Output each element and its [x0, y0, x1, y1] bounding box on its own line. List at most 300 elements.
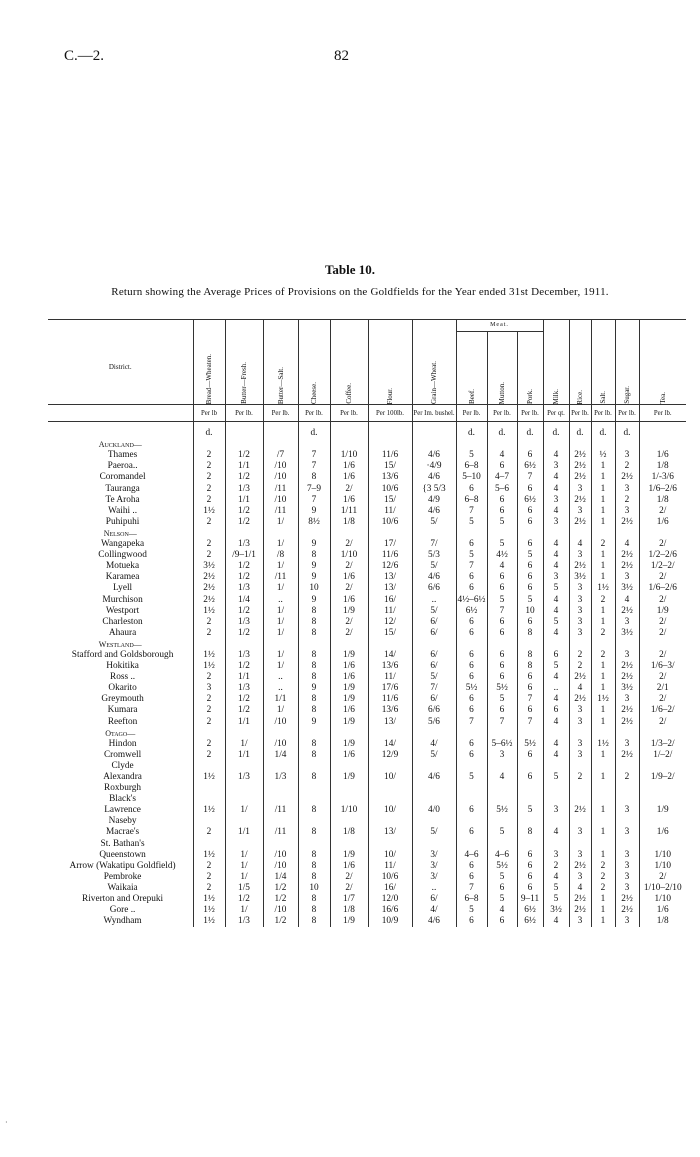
- price-cell: [517, 839, 543, 850]
- price-cell: 4: [569, 539, 591, 550]
- price-cell: [615, 761, 639, 772]
- price-cell: 1/6: [639, 905, 686, 916]
- price-cell: 6: [517, 617, 543, 628]
- price-cell: 2/: [639, 539, 686, 550]
- price-cell: /10: [263, 850, 298, 861]
- price-cell: [193, 794, 225, 805]
- price-cell: 3: [569, 617, 591, 628]
- price-cell: 5/: [412, 606, 456, 617]
- column-header: Butter—Fresh.: [225, 332, 263, 405]
- price-cell: 6: [487, 705, 517, 716]
- price-cell: [569, 816, 591, 827]
- price-cell: 3: [569, 628, 591, 639]
- price-cell: 2: [193, 461, 225, 472]
- price-cell: 7: [517, 694, 543, 705]
- price-cell: 5: [456, 450, 487, 461]
- price-cell: 16/: [368, 595, 412, 606]
- price-cell: 8: [298, 705, 330, 716]
- table-row: [48, 461, 686, 472]
- price-cell: 4: [543, 717, 569, 728]
- table-row: [48, 517, 686, 528]
- price-cell: 10: [517, 606, 543, 617]
- price-cell: [517, 794, 543, 805]
- price-cell: 1: [591, 495, 615, 506]
- price-cell: 4: [543, 472, 569, 483]
- price-cell: 1/6: [639, 827, 686, 838]
- price-cell: 1/10: [330, 450, 368, 461]
- price-cell: /11: [263, 827, 298, 838]
- price-cell: 2½: [569, 472, 591, 483]
- price-cell: 4/6: [412, 772, 456, 783]
- price-cell: 1/6: [330, 705, 368, 716]
- table-row: [48, 827, 686, 838]
- table-row: [48, 472, 686, 483]
- price-cell: 6: [456, 650, 487, 661]
- price-cell: 6: [456, 827, 487, 838]
- price-cell: 2/: [330, 872, 368, 883]
- price-cell: 2/: [639, 872, 686, 883]
- price-cell: [412, 794, 456, 805]
- price-cell: [543, 816, 569, 827]
- price-cell: /7: [263, 450, 298, 461]
- price-cell: 2½: [569, 894, 591, 905]
- price-cell: /10: [263, 461, 298, 472]
- price-cell: 3: [615, 916, 639, 927]
- district-name: Murchison: [97, 594, 143, 605]
- price-cell: 3: [615, 506, 639, 517]
- price-cell: [615, 839, 639, 850]
- price-cell: 17/6: [368, 683, 412, 694]
- price-cell: 4: [543, 450, 569, 461]
- price-cell: 7: [298, 495, 330, 506]
- price-cell: 6: [517, 517, 543, 528]
- price-cell: 3: [615, 883, 639, 894]
- price-cell: 8: [517, 827, 543, 838]
- table-row: [48, 617, 686, 628]
- price-cell: /8: [263, 550, 298, 561]
- price-cell: [569, 761, 591, 772]
- price-cell: 8: [517, 661, 543, 672]
- pence-marker: [330, 428, 368, 439]
- price-cell: 4/0: [412, 805, 456, 816]
- price-cell: 15/: [368, 495, 412, 506]
- table-row: [48, 628, 686, 639]
- price-cell: 1: [591, 561, 615, 572]
- meat-group-header: Meat.: [456, 320, 543, 332]
- table-row: [48, 717, 686, 728]
- price-cell: 1: [591, 550, 615, 561]
- price-cell: 12/6: [368, 561, 412, 572]
- price-cell: 9: [298, 717, 330, 728]
- price-cell: 2½: [569, 450, 591, 461]
- price-cell: 5: [487, 517, 517, 528]
- table-row: [48, 450, 686, 461]
- price-cell: 2: [569, 772, 591, 783]
- price-cell: 6–8: [456, 495, 487, 506]
- price-cell: [298, 783, 330, 794]
- price-cell: 16/6: [368, 905, 412, 916]
- price-cell: 13/6: [368, 472, 412, 483]
- column-header: Salt.: [591, 332, 615, 405]
- price-cell: 3½: [615, 583, 639, 594]
- region-row: [48, 639, 686, 650]
- price-cell: 1/1: [225, 827, 263, 838]
- price-cell: 4: [487, 772, 517, 783]
- price-cell: 1/11: [330, 506, 368, 517]
- price-cell: 2/: [330, 628, 368, 639]
- price-cell: ..: [263, 672, 298, 683]
- price-cell: 4/6: [412, 506, 456, 517]
- district-name: Arrow (Wakatipu Goldfield): [64, 860, 176, 871]
- table-row: [48, 650, 686, 661]
- table-row: [48, 872, 686, 883]
- price-cell: 1/3: [225, 617, 263, 628]
- price-cell: 6: [487, 883, 517, 894]
- price-cell: 1/: [263, 661, 298, 672]
- price-cell: 6: [517, 850, 543, 861]
- price-cell: [487, 761, 517, 772]
- price-cell: 1/1: [225, 717, 263, 728]
- unit-label: Per 100lb.: [368, 405, 412, 422]
- price-cell: 1/2: [263, 916, 298, 927]
- district-name: Roxburgh: [99, 783, 142, 794]
- unit-label: Per lb.: [298, 405, 330, 422]
- table-row: [48, 672, 686, 683]
- price-cell: 1/6–2/: [639, 705, 686, 716]
- price-cell: 3: [543, 805, 569, 816]
- price-cell: 3: [569, 717, 591, 728]
- price-cell: [368, 816, 412, 827]
- price-cell: 1½: [193, 772, 225, 783]
- price-cell: 4–6: [456, 850, 487, 861]
- pence-marker: [263, 428, 298, 439]
- price-cell: 6: [517, 750, 543, 761]
- price-cell: 1/4: [225, 595, 263, 606]
- price-cell: 8: [298, 650, 330, 661]
- price-cell: [517, 761, 543, 772]
- price-cell: {3 5/3: [412, 484, 456, 495]
- price-cell: 6/: [412, 617, 456, 628]
- price-cell: 2: [591, 595, 615, 606]
- price-cell: /10: [263, 905, 298, 916]
- price-cell: 1/6–2/6: [639, 484, 686, 495]
- price-cell: 8: [298, 916, 330, 927]
- price-cell: 7: [487, 717, 517, 728]
- price-cell: 1/9: [330, 717, 368, 728]
- price-cell: 2/: [639, 694, 686, 705]
- price-cell: 1/9: [330, 772, 368, 783]
- price-cell: [330, 761, 368, 772]
- price-cell: 2: [193, 750, 225, 761]
- price-cell: ..: [412, 595, 456, 606]
- price-cell: 2: [569, 661, 591, 672]
- price-cell: [456, 783, 487, 794]
- price-cell: 6: [487, 495, 517, 506]
- price-cell: 12/0: [368, 894, 412, 905]
- price-cell: [639, 816, 686, 827]
- price-cell: 1/3: [225, 650, 263, 661]
- price-cell: 5–6½: [487, 739, 517, 750]
- price-cell: 3: [543, 850, 569, 861]
- pence-marker: d.: [517, 428, 543, 439]
- price-cell: /10: [263, 717, 298, 728]
- price-cell: 6/: [412, 650, 456, 661]
- price-cell: 1½: [193, 850, 225, 861]
- price-cell: 3½: [543, 905, 569, 916]
- price-cell: 1/9: [330, 650, 368, 661]
- price-cell: [615, 783, 639, 794]
- price-cell: 2: [193, 827, 225, 838]
- price-cell: 5: [456, 772, 487, 783]
- price-cell: 2: [193, 861, 225, 872]
- price-cell: 2½: [615, 672, 639, 683]
- price-cell: 1/9: [330, 694, 368, 705]
- price-cell: 3: [615, 694, 639, 705]
- price-cell: [412, 839, 456, 850]
- price-cell: 2½: [615, 472, 639, 483]
- price-cell: 1/8: [639, 495, 686, 506]
- table-row: [48, 761, 686, 772]
- price-cell: 13/: [368, 583, 412, 594]
- price-cell: 3: [569, 583, 591, 594]
- table-row: [48, 750, 686, 761]
- price-cell: 2: [591, 539, 615, 550]
- price-cell: 1/9–2/: [639, 772, 686, 783]
- price-cell: 1/: [263, 650, 298, 661]
- unit-label: Per lb.: [225, 405, 263, 422]
- column-header: Sugar.: [615, 332, 639, 405]
- price-cell: 1/2: [263, 883, 298, 894]
- price-cell: 4: [543, 606, 569, 617]
- price-cell: 6: [517, 561, 543, 572]
- price-cell: 1: [591, 484, 615, 495]
- price-cell: 6: [456, 861, 487, 872]
- price-cell: 1/8: [639, 916, 686, 927]
- price-cell: 2: [193, 617, 225, 628]
- price-cell: 2½: [615, 717, 639, 728]
- price-cell: 6: [517, 583, 543, 594]
- price-cell: 5: [487, 872, 517, 883]
- price-cell: [456, 794, 487, 805]
- price-cell: [193, 761, 225, 772]
- price-cell: 3: [569, 606, 591, 617]
- price-cell: [330, 839, 368, 850]
- price-cell: 11/: [368, 506, 412, 517]
- price-cell: 3: [569, 484, 591, 495]
- price-cell: 4: [543, 506, 569, 517]
- price-cell: [591, 794, 615, 805]
- price-cell: 1/2: [225, 450, 263, 461]
- price-cell: /11: [263, 484, 298, 495]
- district-name: Puhipuhi: [101, 516, 140, 527]
- price-cell: 10: [298, 883, 330, 894]
- price-cell: 2: [193, 495, 225, 506]
- price-cell: 1/2: [225, 472, 263, 483]
- price-cell: 1½: [591, 694, 615, 705]
- price-cell: 5–10: [456, 472, 487, 483]
- price-cell: 1: [591, 672, 615, 683]
- column-header: Pork.: [517, 332, 543, 405]
- price-cell: 7: [298, 450, 330, 461]
- price-cell: 1/10: [330, 805, 368, 816]
- price-cell: 4: [543, 539, 569, 550]
- price-cell: 4: [543, 550, 569, 561]
- price-cell: 6: [487, 650, 517, 661]
- price-cell: 6: [456, 705, 487, 716]
- price-cell: /11: [263, 506, 298, 517]
- price-cell: ..: [543, 683, 569, 694]
- price-cell: [368, 761, 412, 772]
- unit-label: [48, 405, 193, 422]
- price-cell: [456, 761, 487, 772]
- price-cell: 1: [591, 506, 615, 517]
- column-header: Flour.: [368, 332, 412, 405]
- price-cell: [487, 783, 517, 794]
- price-cell: 2½: [569, 495, 591, 506]
- column-header: Coffee.: [330, 332, 368, 405]
- price-cell: 2½: [569, 805, 591, 816]
- price-cell: 1: [591, 916, 615, 927]
- unit-label: Per lb.: [456, 405, 487, 422]
- price-cell: 1/9: [330, 739, 368, 750]
- table-row: [48, 905, 686, 916]
- price-cell: 3: [615, 617, 639, 628]
- price-cell: [615, 816, 639, 827]
- price-cell: 2: [193, 628, 225, 639]
- price-cell: 4: [543, 561, 569, 572]
- price-cell: 6: [517, 872, 543, 883]
- price-cell: 1/3: [225, 484, 263, 495]
- price-cell: [193, 839, 225, 850]
- price-cell: 1½: [193, 905, 225, 916]
- price-cell: 8: [298, 872, 330, 883]
- price-cell: 1/6: [330, 861, 368, 872]
- table-title: Table 10.: [324, 262, 376, 277]
- district-name: Waihi ..: [103, 505, 138, 516]
- price-cell: 1½: [591, 583, 615, 594]
- price-cell: 10/9: [368, 916, 412, 927]
- district-name: Pembroke: [99, 871, 142, 882]
- price-cell: 1/4: [263, 872, 298, 883]
- price-cell: 1/5: [225, 883, 263, 894]
- price-cell: 6: [487, 583, 517, 594]
- price-cell: /11: [263, 805, 298, 816]
- price-cell: 5/3: [412, 550, 456, 561]
- district-name: Westport: [101, 605, 140, 616]
- price-cell: 3: [615, 850, 639, 861]
- price-cell: 1/: [225, 805, 263, 816]
- pence-marker: [412, 428, 456, 439]
- price-cell: 3: [615, 872, 639, 883]
- price-cell: 11/6: [368, 550, 412, 561]
- price-cell: 2: [193, 539, 225, 550]
- price-cell: [543, 839, 569, 850]
- price-cell: 1/2: [263, 894, 298, 905]
- price-cell: 1: [591, 606, 615, 617]
- price-cell: 5½: [456, 683, 487, 694]
- price-cell: 5/: [412, 517, 456, 528]
- price-cell: 5/6: [412, 717, 456, 728]
- price-cell: ..: [263, 595, 298, 606]
- price-cell: 1: [591, 661, 615, 672]
- price-cell: 11/6: [368, 450, 412, 461]
- price-cell: 15/: [368, 461, 412, 472]
- page-reference: C.—2.: [64, 48, 105, 64]
- column-header: Mutton.: [487, 332, 517, 405]
- price-cell: 2: [543, 861, 569, 872]
- price-cell: 2: [615, 772, 639, 783]
- price-cell: [225, 761, 263, 772]
- price-cell: 6: [517, 484, 543, 495]
- price-cell: 2½: [615, 905, 639, 916]
- price-cell: 2: [193, 705, 225, 716]
- price-cell: 2: [615, 495, 639, 506]
- price-cell: 1½: [193, 606, 225, 617]
- price-cell: 8: [298, 472, 330, 483]
- price-cell: [487, 794, 517, 805]
- table-row: [48, 561, 686, 572]
- price-cell: 3½: [615, 628, 639, 639]
- price-cell: 3: [569, 506, 591, 517]
- price-cell: 10/: [368, 805, 412, 816]
- district-name: Hokitika: [101, 661, 139, 672]
- column-header: Bread—Wheaten.: [193, 332, 225, 405]
- price-cell: 6½: [517, 916, 543, 927]
- price-cell: 7/: [412, 539, 456, 550]
- district-name: St. Bathan's: [95, 838, 145, 849]
- price-cell: 2½: [569, 694, 591, 705]
- price-cell: [263, 816, 298, 827]
- table-row: [48, 883, 686, 894]
- price-cell: 1/6–2/6: [639, 583, 686, 594]
- table-row: [48, 839, 686, 850]
- price-cell: 1½: [193, 894, 225, 905]
- price-cell: 15/: [368, 628, 412, 639]
- price-cell: 6: [456, 672, 487, 683]
- price-cell: 4/6: [412, 450, 456, 461]
- price-cell: 1/1: [225, 461, 263, 472]
- price-cell: 4: [615, 539, 639, 550]
- price-cell: 1/9: [330, 683, 368, 694]
- price-cell: 5: [543, 661, 569, 672]
- price-cell: 7: [456, 717, 487, 728]
- price-cell: 6: [456, 572, 487, 583]
- price-cell: 1/9: [330, 916, 368, 927]
- district-name: Greymouth: [96, 694, 144, 705]
- price-cell: 12/: [368, 617, 412, 628]
- price-cell: 5/: [412, 672, 456, 683]
- district-name: Stafford and Goldsborough: [67, 649, 174, 660]
- price-cell: [263, 839, 298, 850]
- table-subtitle: Return showing the Average Prices of Provisions on the Goldfields for the Year ended 31st December, 1911.: [111, 286, 609, 298]
- price-cell: [263, 794, 298, 805]
- price-cell: 5: [543, 894, 569, 905]
- price-cell: 1/6–3/: [639, 661, 686, 672]
- price-cell: ..: [412, 883, 456, 894]
- price-cell: 2/: [639, 572, 686, 583]
- price-cell: 2½: [615, 661, 639, 672]
- price-cell: 6: [456, 694, 487, 705]
- price-cell: [225, 783, 263, 794]
- price-cell: 2: [591, 861, 615, 872]
- price-cell: 1/: [263, 539, 298, 550]
- district-name: Riverton and Orepuki: [77, 894, 164, 905]
- price-cell: 6: [487, 461, 517, 472]
- price-cell: 3: [615, 650, 639, 661]
- price-cell: 6½: [517, 461, 543, 472]
- price-cell: 5: [543, 883, 569, 894]
- price-cell: 4/9: [412, 495, 456, 506]
